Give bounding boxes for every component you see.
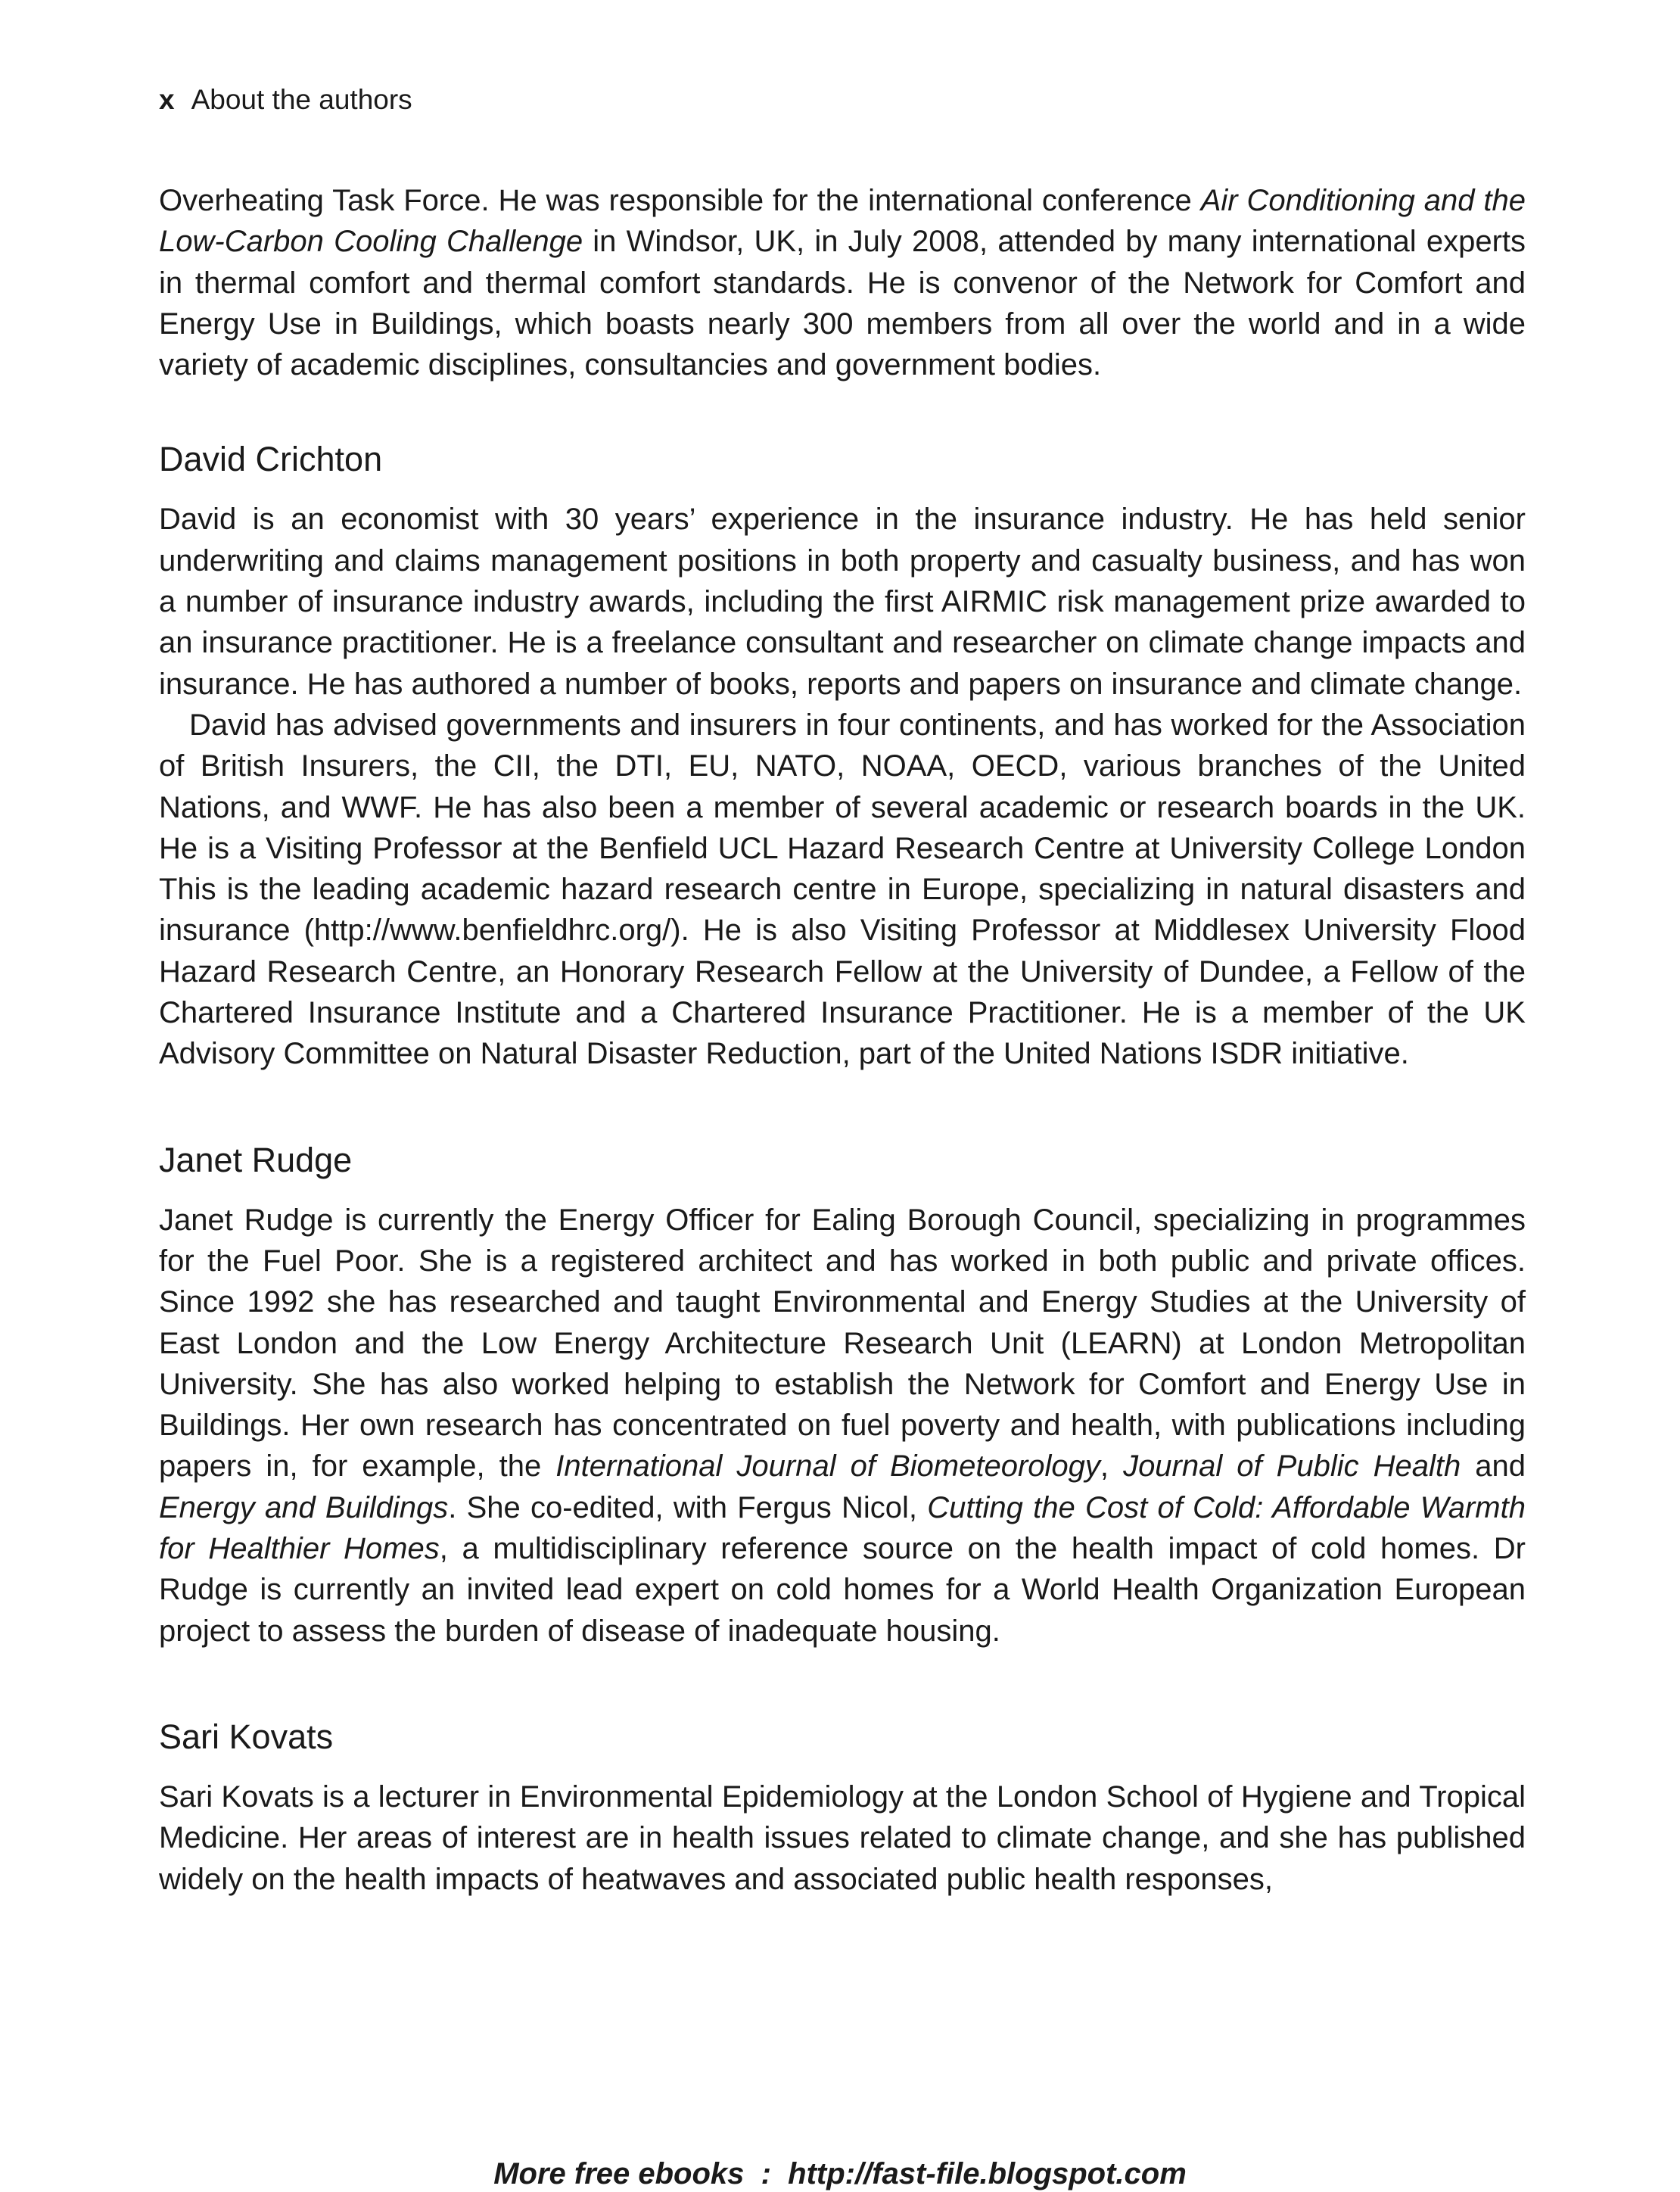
rudge-text-2: ,	[1100, 1449, 1124, 1484]
intro-text-1: Overheating Task Force. He was responsible for the international conference	[159, 184, 1201, 217]
crichton-paragraph-2: David has advised governments and insurers in four continents, and has worked for the Association of British Insurers, the CII, the DTI, EU, NATO, NOAA, OECD, various branches of the United Nations, and WWF. He has also been a member of several academic or research boards in the UK. He is a Visiting Professor at the Benfield UCL Hazard Research Centre at University College London This is the leading academic hazard research centre in Europe, specializing in natural disasters and insurance (http://www.benfieldhrc.org/). He is also Visiting Professor at Middlesex University Flood Hazard Research Centre, an Honorary Research Fellow at the University of Dundee, a Fellow of the Chartered Insurance Institute and a Chartered Insurance Practitioner. He is a member of the UK Advisory Committee on Natural Disaster Reduction, part of the United Nations ISDR initiative.	[159, 708, 1526, 1071]
rudge-text-5: , a multidisciplinary reference source on the health impact of cold homes. Dr Rudge is currently an invited lead expert on cold homes for a World Health Organization European project to assess the burden of disease of inadequate housing.	[159, 1532, 1526, 1648]
rudge-text-3: and	[1461, 1449, 1526, 1484]
running-header	[159, 82, 412, 118]
page-number: x	[159, 84, 175, 115]
intro-paragraph	[159, 180, 1526, 385]
page-body	[159, 180, 1526, 1900]
journal-title-energy-buildings: Energy and Buildings	[159, 1490, 449, 1524]
rudge-text-1: Janet Rudge is currently the Energy Officer for Ealing Borough Council, specializing in programmes for the Fuel Poor. She is a registered architect and has worked in both public and private offices. Since 1992 she has researched and taught Environmental and Energy Studies at the University of East London and the Low Energy Architecture Research Unit (LEARN) at London Metropolitan University. She has also worked helping to establish the Network for Comfort and Energy Use in Buildings. Her own research has concentrated on fuel poverty and health, with publications including papers in, for example, the	[159, 1203, 1526, 1484]
book-title-cutting-cost: Cutting the Cost of Cold: Affordable Warmth for Healthier Homes	[159, 1490, 1526, 1566]
journal-title-public-health: Journal of Public Health	[1123, 1449, 1461, 1484]
author-heading-crichton: David Crichton	[159, 440, 383, 479]
author-heading-kovats: Sari Kovats	[159, 1717, 334, 1756]
rudge-paragraph	[159, 1200, 1526, 1652]
footer-watermark: More free ebooks : http://fast-file.blogspot.com	[493, 2157, 1187, 2190]
crichton-paragraph-1: David is an economist with 30 years’ experience in the insurance industry. He has held senior underwriting and claims management positions in both property and casualty business, and has won a number of insurance industry awards, including the first AIRMIC risk management prize awarded to an insurance practitioner. He is a freelance consultant and researcher on climate change impacts and insurance. He has authored a number of books, reports and papers on insurance and climate change.	[159, 503, 1526, 701]
kovats-paragraph: Sari Kovats is a lecturer in Environmental Epidemiology at the London School of Hygiene and Tropical Medicine. Her areas of interest are in health issues related to climate change, and she has published widely on the health impacts of heatwaves and associated public health responses,	[159, 1779, 1526, 1896]
conference-title: Air Conditioning and the Low-Carbon Cooling Challenge	[159, 184, 1526, 259]
author-heading-rudge: Janet Rudge	[159, 1140, 353, 1179]
journal-title-biometeorology: International Journal of Biometeorology	[555, 1449, 1100, 1484]
rudge-text-4: . She co-edited, with Fergus Nicol,	[448, 1490, 928, 1524]
running-title: About the authors	[191, 84, 412, 115]
intro-text-2: in Windsor, UK, in July 2008, attended by many international experts in thermal comfort and thermal comfort standards. He is convenor of the Network for Comfort and Energy Use in Buildings, which boasts nearly 300 members from all over the world and in a wide variety of academic disciplines, consultancies and government bodies.	[159, 225, 1526, 382]
